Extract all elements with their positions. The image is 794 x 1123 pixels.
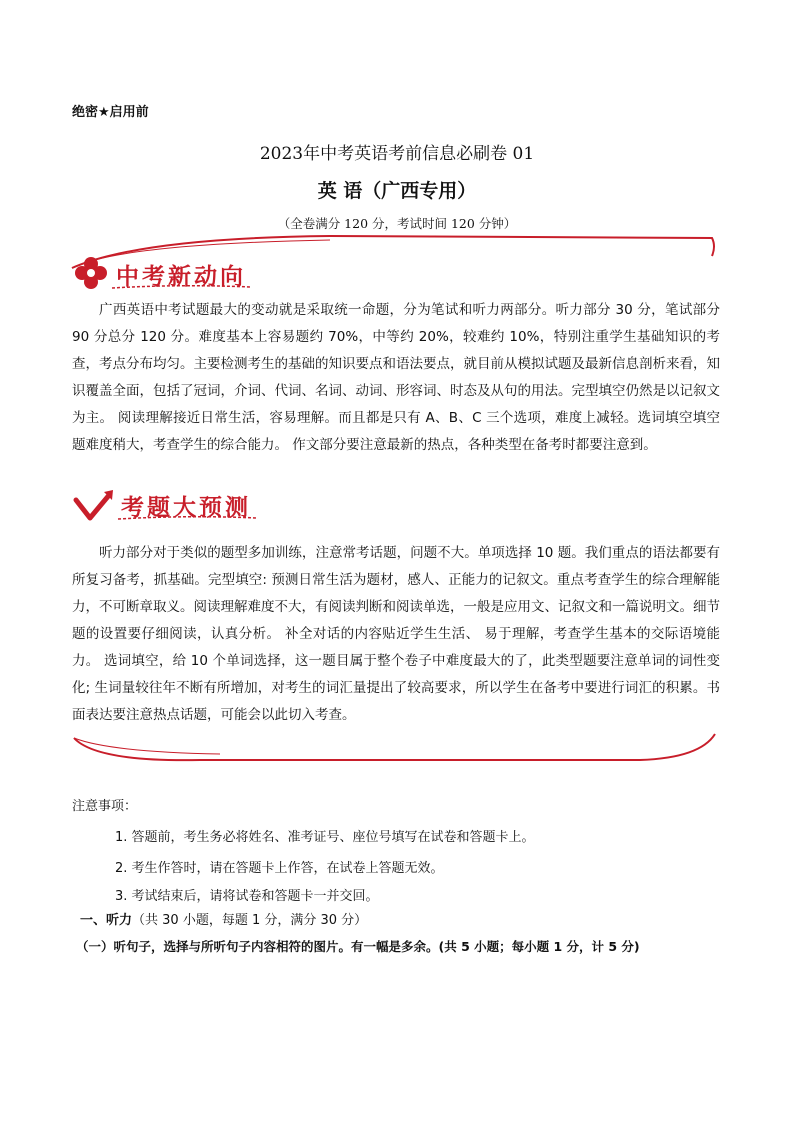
trend-arrow-icon — [76, 490, 113, 518]
notice-item-2: 2. 考生作答时，请在答题卡上作答，在试卷上答题无效。 — [115, 861, 444, 876]
bottom-swoosh-line — [74, 734, 715, 760]
part-one-title: 一、听力 — [80, 913, 133, 928]
notice-item-3: 3. 考试结束后，请将试卷和答题卡一并交回。 — [115, 889, 379, 904]
part-one-heading — [80, 909, 367, 928]
subject-title: 英 语（广西专用） — [317, 180, 477, 202]
exam-title: 2023年中考英语考前信息必刷卷 01 — [259, 144, 535, 164]
clover-icon — [75, 257, 107, 289]
trends-paragraph: 广西英语中考试题最大的变动就是采取统一命题，分为笔试和听力两部分。听力部分 30 分，笔试部分 90 分总分 120 分。难度基本上容易题约 70%，中等约 20%，较难约 10%，特别注重学生基础知识的考查，考点分布均匀。主要检测考生的基础的知识要点和语法要点，就目前从模拟试题及最新信息剖析来看，知识覆盖全面，包括了冠词，介词、代词、名词、动词、形容词、时态及从句的用法。完型填空仍然是以记叙文为主。 阅读理解接近日常生活，容易理解。而且都是只有 A、B、C 三个选项，难度上减轻。选词填空填空题难度稍大，考查学生的综合能力。 作文部分要注意最新的热点，各种类型在备考时都要注意到。 — [72, 302, 720, 453]
part-one-detail: （共 30 小题，每题 1 分，满分 30 分） — [132, 913, 368, 928]
part-one-subsection-title: （一）听句子，选择与所听句子内容相符的图片。有一幅是多余。(共 5 小题；每小题 1 分，计 5 分) — [76, 939, 640, 954]
notice-title: 注意事项： — [72, 799, 138, 814]
forecast-paragraph: 听力部分对于类似的题型多加训练，注意常考话题，问题不大。单项选择 10 题。我们重点的语法都要有所复习备考，抓基础。完型填空: 预测日常生活为题材，感人、正能力的记叙文。重点考查学生的综合理解能力，不可断章取义。阅读理解难度不大，有阅读判断和阅读单选，一般是应用文、记叙文和一篇说明文。细节题的设置要仔细阅读，认真分析。 补全对话的内容贴近学生生活、 易于理解，考查学生基本的交际语境能力。 选词填空，给 10 个单词选择，这一题目属于整个卷子中难度最大的了，此类型题要注意单词的词性变化; 生词量较往年不断有所增加，对考生的词汇量提出了较高要求，所以学生在备考中要进行词汇的积累。书面表达要注意热点话题，可能会以此切入考查。 — [72, 545, 720, 723]
trends-heading: 中考新动向 — [116, 264, 246, 290]
confidential-label: 绝密★启用前 — [72, 105, 149, 120]
score-info: （全卷满分 120 分，考试时间 120 分钟） — [277, 216, 517, 231]
notice-item-1: 1. 答题前，考生务必将姓名、准考证号、座位号填写在试卷和答题卡上。 — [115, 830, 535, 845]
forecast-heading: 考题大预测 — [121, 495, 251, 521]
